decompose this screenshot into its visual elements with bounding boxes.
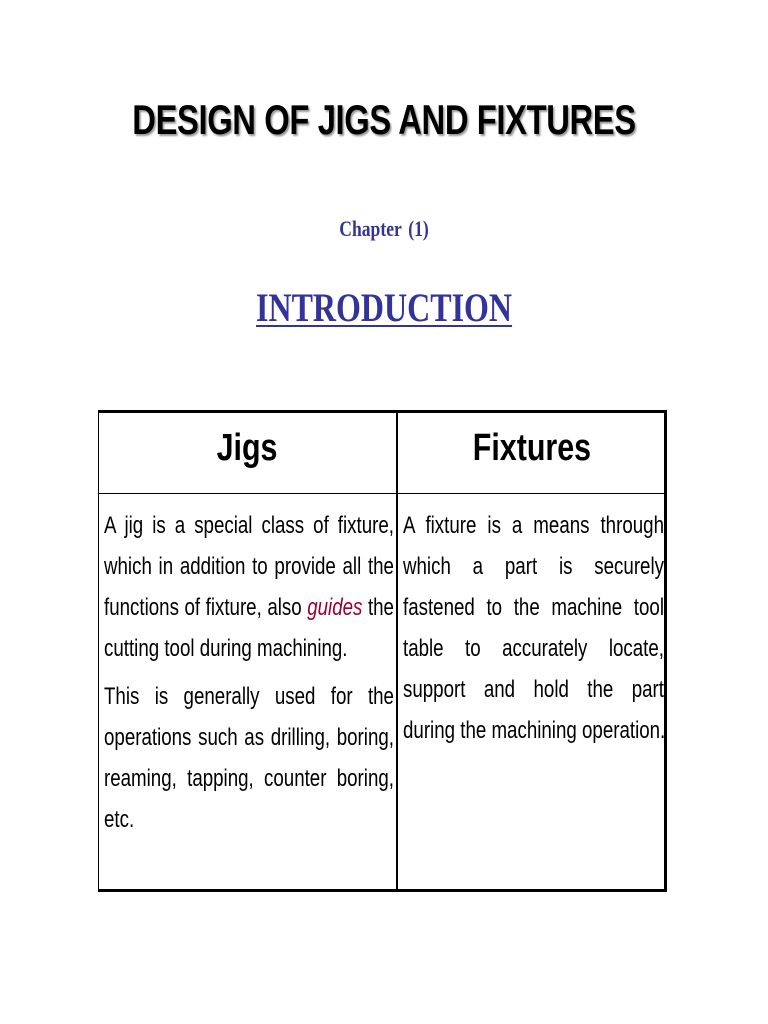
header-jigs: Jigs: [217, 427, 278, 469]
jigs-line: which in addition to provide all the: [104, 553, 394, 580]
document-title: DESIGN OF JIGS AND FIXTURES: [132, 96, 636, 143]
fixtures-line: during the machining operation.: [403, 717, 666, 744]
jigs-description: [104, 505, 394, 840]
section-heading: [0, 284, 768, 331]
jigs-line: etc.: [104, 806, 135, 833]
fixtures-description: [403, 505, 664, 751]
chapter-word: Chapter: [339, 216, 402, 241]
header-divider: [99, 493, 664, 494]
jigs-line: operations such as drilling, boring,: [104, 724, 394, 751]
jigs-line: This is generally used for the: [104, 683, 394, 710]
jigs-line: reaming, tapping, counter boring,: [104, 765, 394, 792]
chapter-number: (1): [408, 216, 429, 241]
fixtures-line: table to accurately locate,: [403, 635, 664, 662]
header-fixtures: Fixtures: [472, 427, 591, 469]
jigs-line: A jig is a special class of fixture,: [104, 512, 394, 539]
fixtures-line: A fixture is a means through: [403, 512, 664, 539]
fixtures-line: fastened to the machine tool: [403, 594, 664, 621]
fixtures-line: support and hold the part: [403, 676, 664, 703]
guides-emphasis: guides: [307, 594, 363, 621]
jigs-line-guides: functions of fixture, also guides the: [104, 594, 394, 621]
column-divider: [396, 413, 398, 889]
chapter-label: [77, 216, 691, 242]
jigs-line: cutting tool during machining.: [104, 635, 348, 662]
comparison-table: [98, 410, 667, 892]
section-heading-text: INTRODUCTION: [255, 285, 513, 330]
fixtures-line: which a part is securely: [403, 553, 664, 580]
